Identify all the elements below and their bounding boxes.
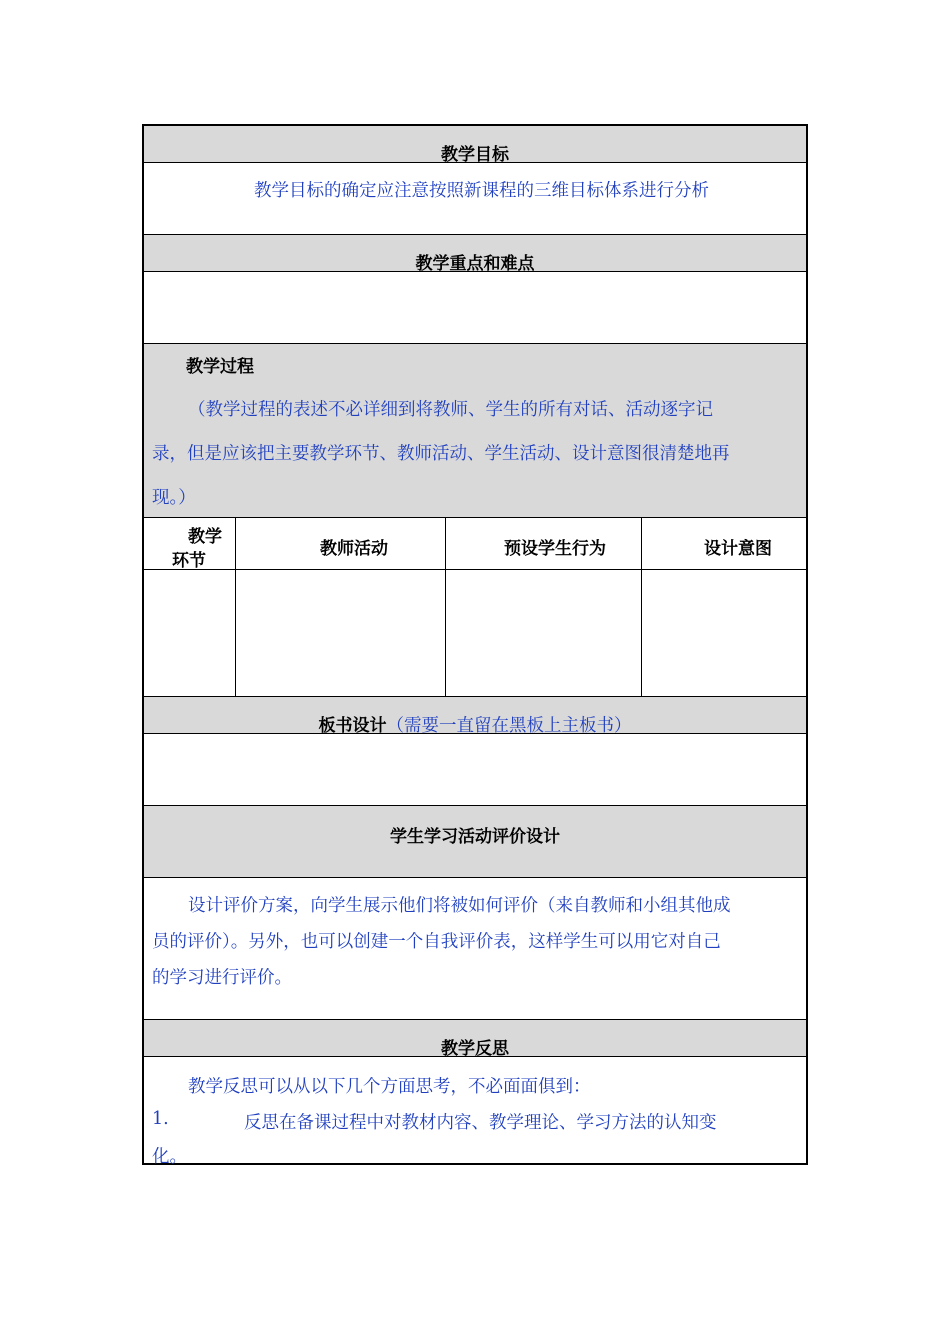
col-stage-line1: 教学 (188, 527, 222, 547)
board-header (144, 697, 806, 734)
objectives-header (144, 126, 806, 163)
cell-student (446, 570, 642, 696)
process-columns-header (144, 518, 806, 570)
col-teacher-label: 教师活动 (320, 539, 388, 559)
col-teacher (236, 518, 446, 569)
key-points-header (144, 235, 806, 272)
reflection-header (144, 1020, 806, 1057)
reflection-intro: 教学反思可以从以下几个方面思考，不必面面俱到： (188, 1077, 591, 1097)
reflection-item1-cont: 化。 (152, 1147, 187, 1167)
key-points-body (144, 272, 806, 344)
evaluation-line-1: 设计评价方案，向学生展示他们将被如何评价（来自教师和小组其他成 (188, 896, 731, 916)
col-stage (144, 518, 236, 569)
cell-teacher (236, 570, 446, 696)
col-intent-label: 设计意图 (704, 539, 772, 559)
evaluation-body (144, 878, 806, 1020)
process-body-row (144, 570, 806, 697)
reflection-item1-text: 反思在备课过程中对教材内容、教学理论、学习方法的认知变 (244, 1113, 717, 1133)
reflection-title: 教学反思 (441, 1039, 509, 1059)
col-intent (642, 518, 806, 569)
reflection-item1-num: 1. (152, 1109, 169, 1129)
col-student (446, 518, 642, 569)
process-line-1: （教学过程的表述不必详细到将教师、学生的所有对话、活动逐字记 (188, 400, 713, 420)
cell-stage (144, 570, 236, 696)
objectives-title: 教学目标 (441, 145, 509, 165)
reflection-body (144, 1057, 806, 1167)
board-title: 板书设计 (318, 716, 387, 736)
process-title: 教学过程 (186, 357, 254, 377)
evaluation-title: 学生学习活动评价设计 (390, 827, 560, 847)
key-points-title: 教学重点和难点 (415, 254, 535, 274)
board-note: （需要一直留在黑板上主板书） (386, 716, 632, 736)
process-line-3: 现。） (152, 488, 196, 508)
process-section (144, 344, 806, 518)
objectives-body (144, 163, 806, 235)
evaluation-header (144, 806, 806, 878)
process-line-2: 录，但是应该把主要教学环节、教师活动、学生活动、设计意图很清楚地再 (152, 444, 730, 464)
col-student-label: 预设学生行为 (504, 539, 606, 559)
evaluation-line-2: 员的评价）。另外，也可以创建一个自我评价表，这样学生可以用它对自己 (152, 932, 721, 952)
objectives-text: 教学目标的确定应注意按照新课程的三维目标体系进行分析 (254, 181, 709, 201)
evaluation-line-3: 的学习进行评价。 (152, 968, 292, 988)
lesson-plan-table (142, 124, 808, 1165)
cell-intent (642, 570, 806, 696)
board-body (144, 734, 806, 806)
col-stage-line2: 环节 (172, 551, 206, 571)
